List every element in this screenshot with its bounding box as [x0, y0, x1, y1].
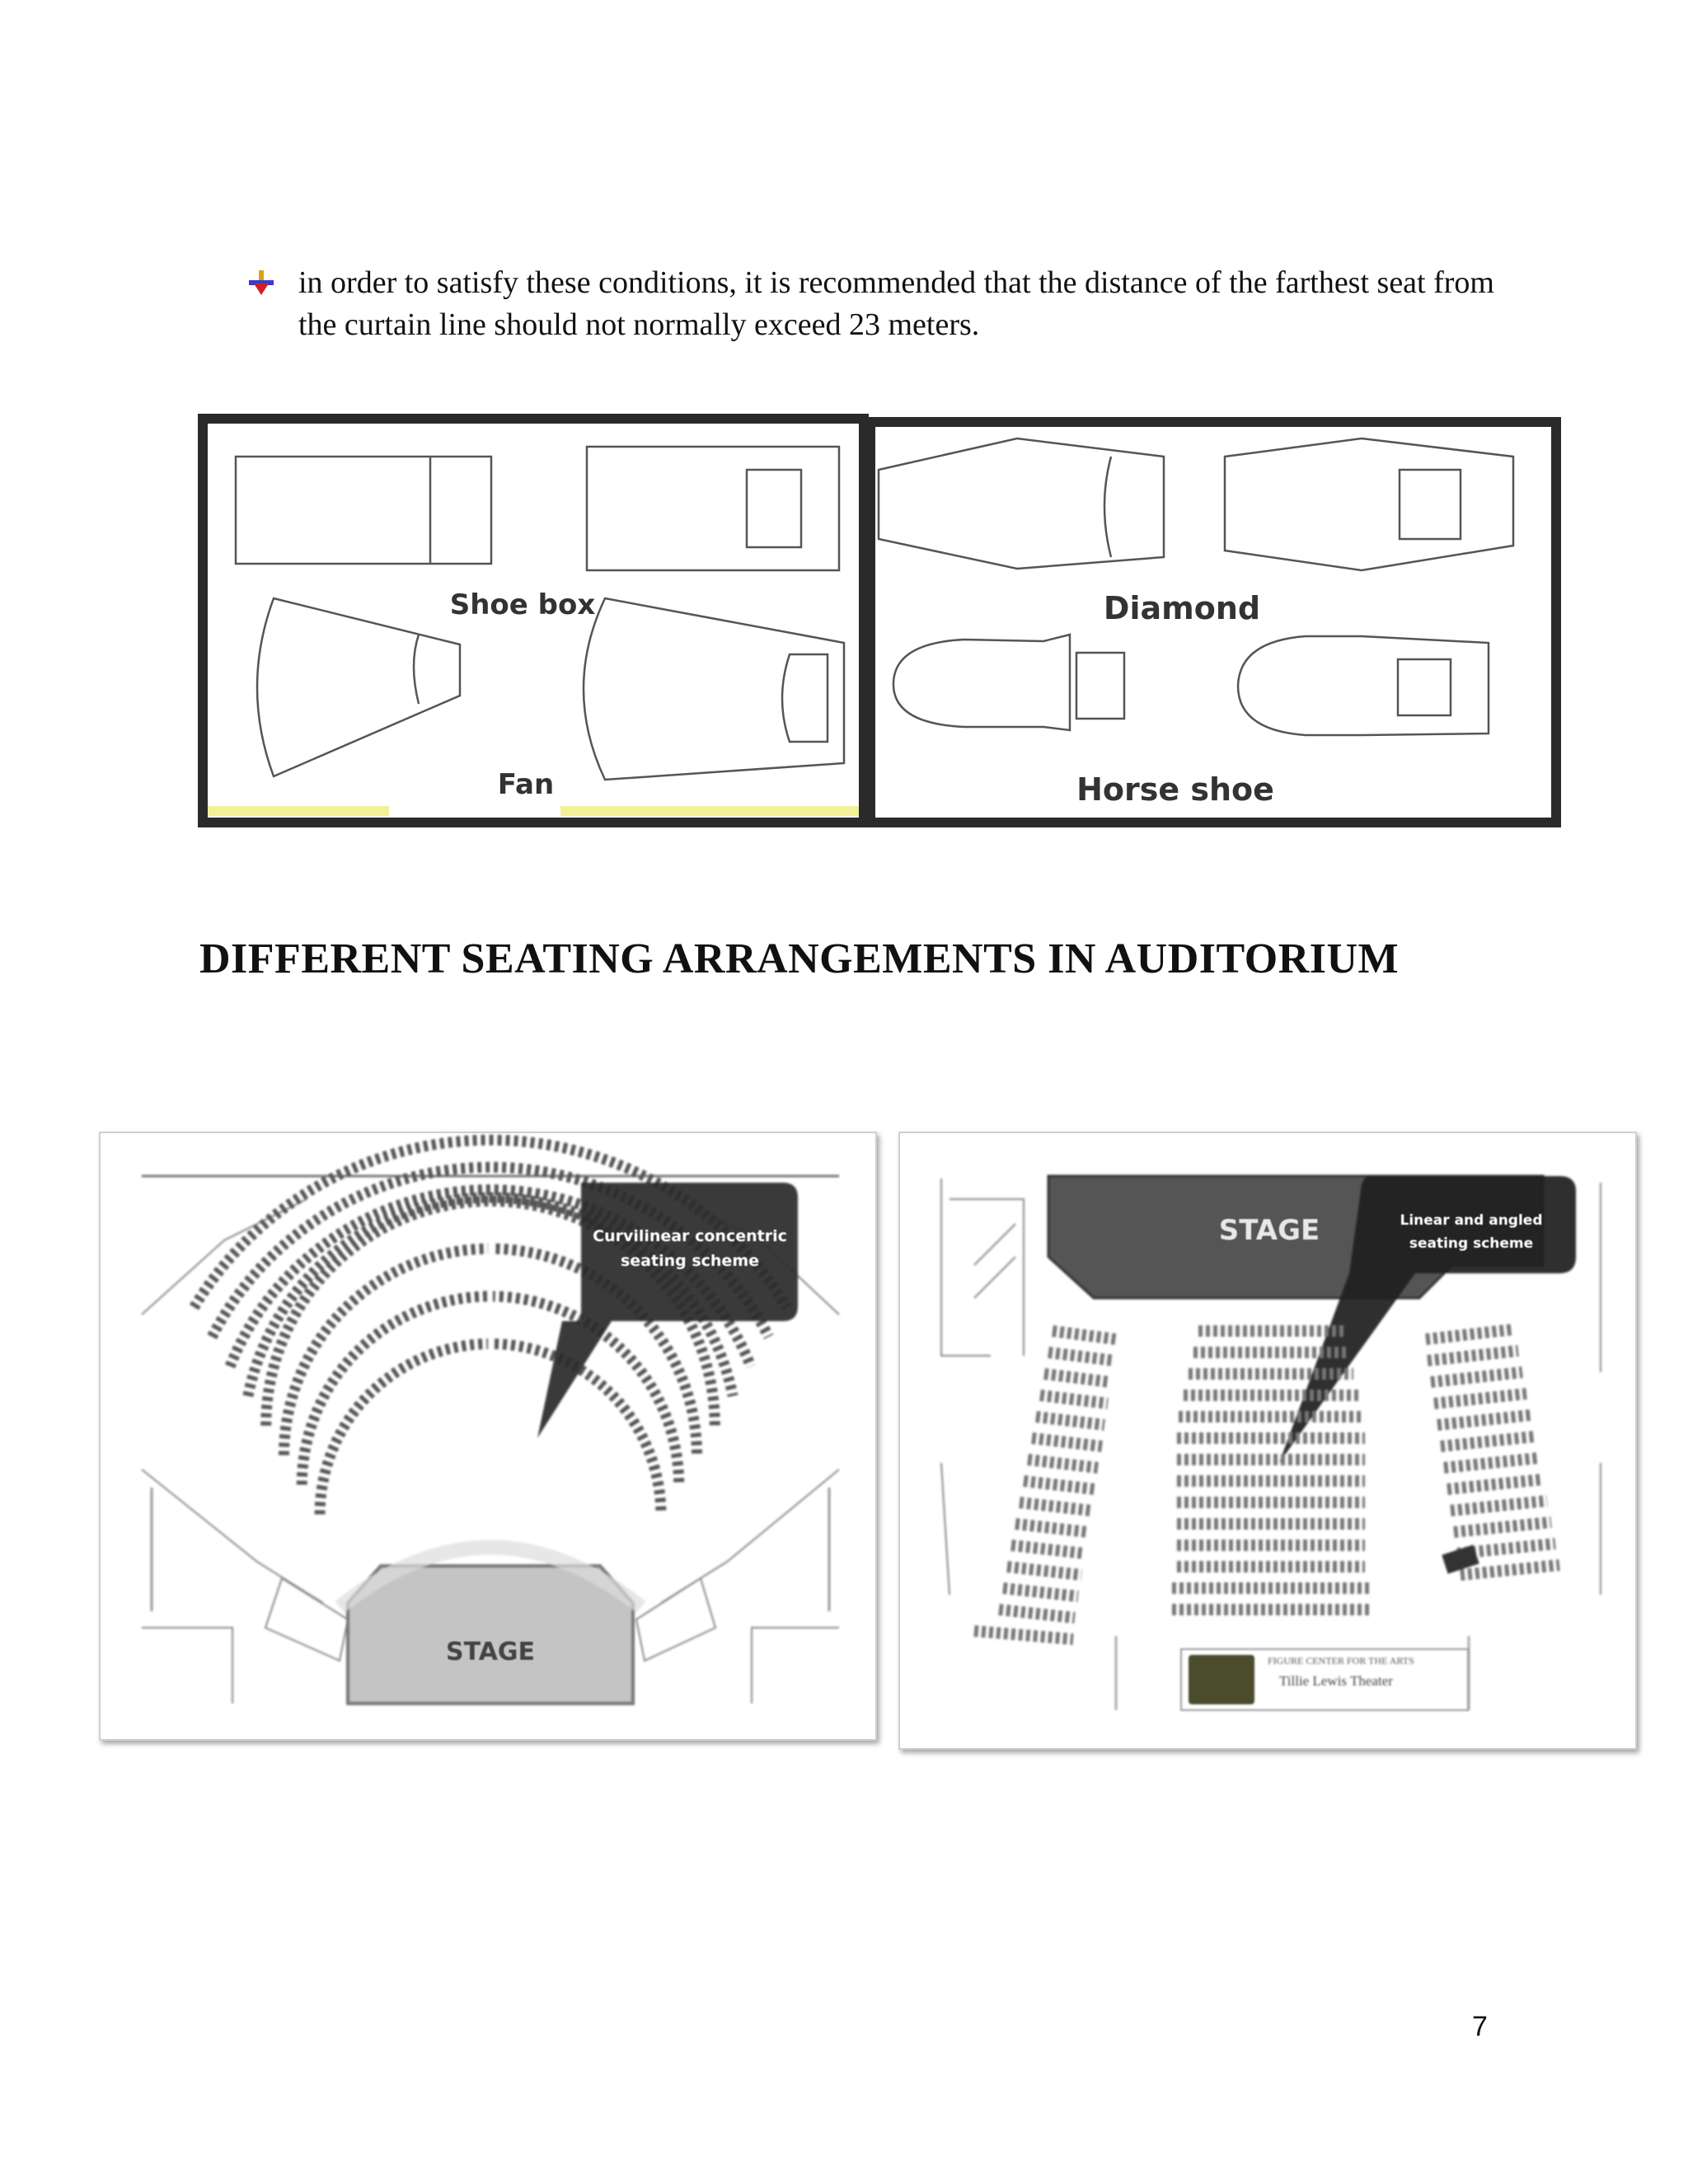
stage-label: STAGE — [1218, 1214, 1320, 1247]
diamond-shape-2 — [1225, 438, 1513, 570]
callout-line-2: seating scheme — [1409, 1235, 1534, 1252]
horseshoe-shape-1 — [893, 635, 1124, 730]
fan-label: Fan — [497, 768, 555, 801]
fan-shape-1 — [257, 598, 460, 776]
fan-shape-2 — [584, 598, 844, 780]
theater-caption — [1180, 1648, 1469, 1711]
linear-angled-seating-plan — [898, 1132, 1637, 1750]
horseshoe-shape-2 — [1238, 636, 1489, 735]
shoebox-label: Shoe box — [449, 588, 596, 621]
page-number: 7 — [1472, 2011, 1488, 2042]
arrow-down-bullet-icon — [247, 269, 275, 297]
bullet-text: in order to satisfy these conditions, it is recommended that the distance of the farthest seat from the curtain line should not normally exceed 23 meters. — [298, 265, 1494, 342]
theater-logo-icon — [1189, 1655, 1254, 1704]
stage-label: STAGE — [445, 1638, 536, 1666]
shoebox-shape-2 — [587, 447, 839, 570]
horseshoe-label: Horse shoe — [1076, 771, 1274, 808]
shoebox-shape-1 — [236, 457, 491, 564]
caption-organization: FIGURE CENTER FOR THE ARTS — [1268, 1655, 1414, 1666]
hall-shapes-figure — [198, 414, 1561, 827]
caption-theater-name: Tillie Lewis Theater — [1279, 1673, 1393, 1689]
callout-line-1: Curvilinear concentric — [593, 1227, 787, 1245]
diamond-label: Diamond — [1103, 590, 1261, 626]
curvilinear-callout — [584, 1224, 796, 1273]
callout-line-2: seating scheme — [620, 1252, 760, 1270]
hall-shapes-drawing — [198, 414, 1561, 827]
linear-angled-callout — [1368, 1209, 1574, 1255]
callout-line-1: Linear and angled — [1400, 1212, 1543, 1229]
diamond-shape-1 — [879, 438, 1164, 569]
curvilinear-seating-plan — [99, 1132, 877, 1741]
section-heading: DIFFERENT SEATING ARRANGEMENTS IN AUDITORIUM — [199, 935, 1400, 982]
